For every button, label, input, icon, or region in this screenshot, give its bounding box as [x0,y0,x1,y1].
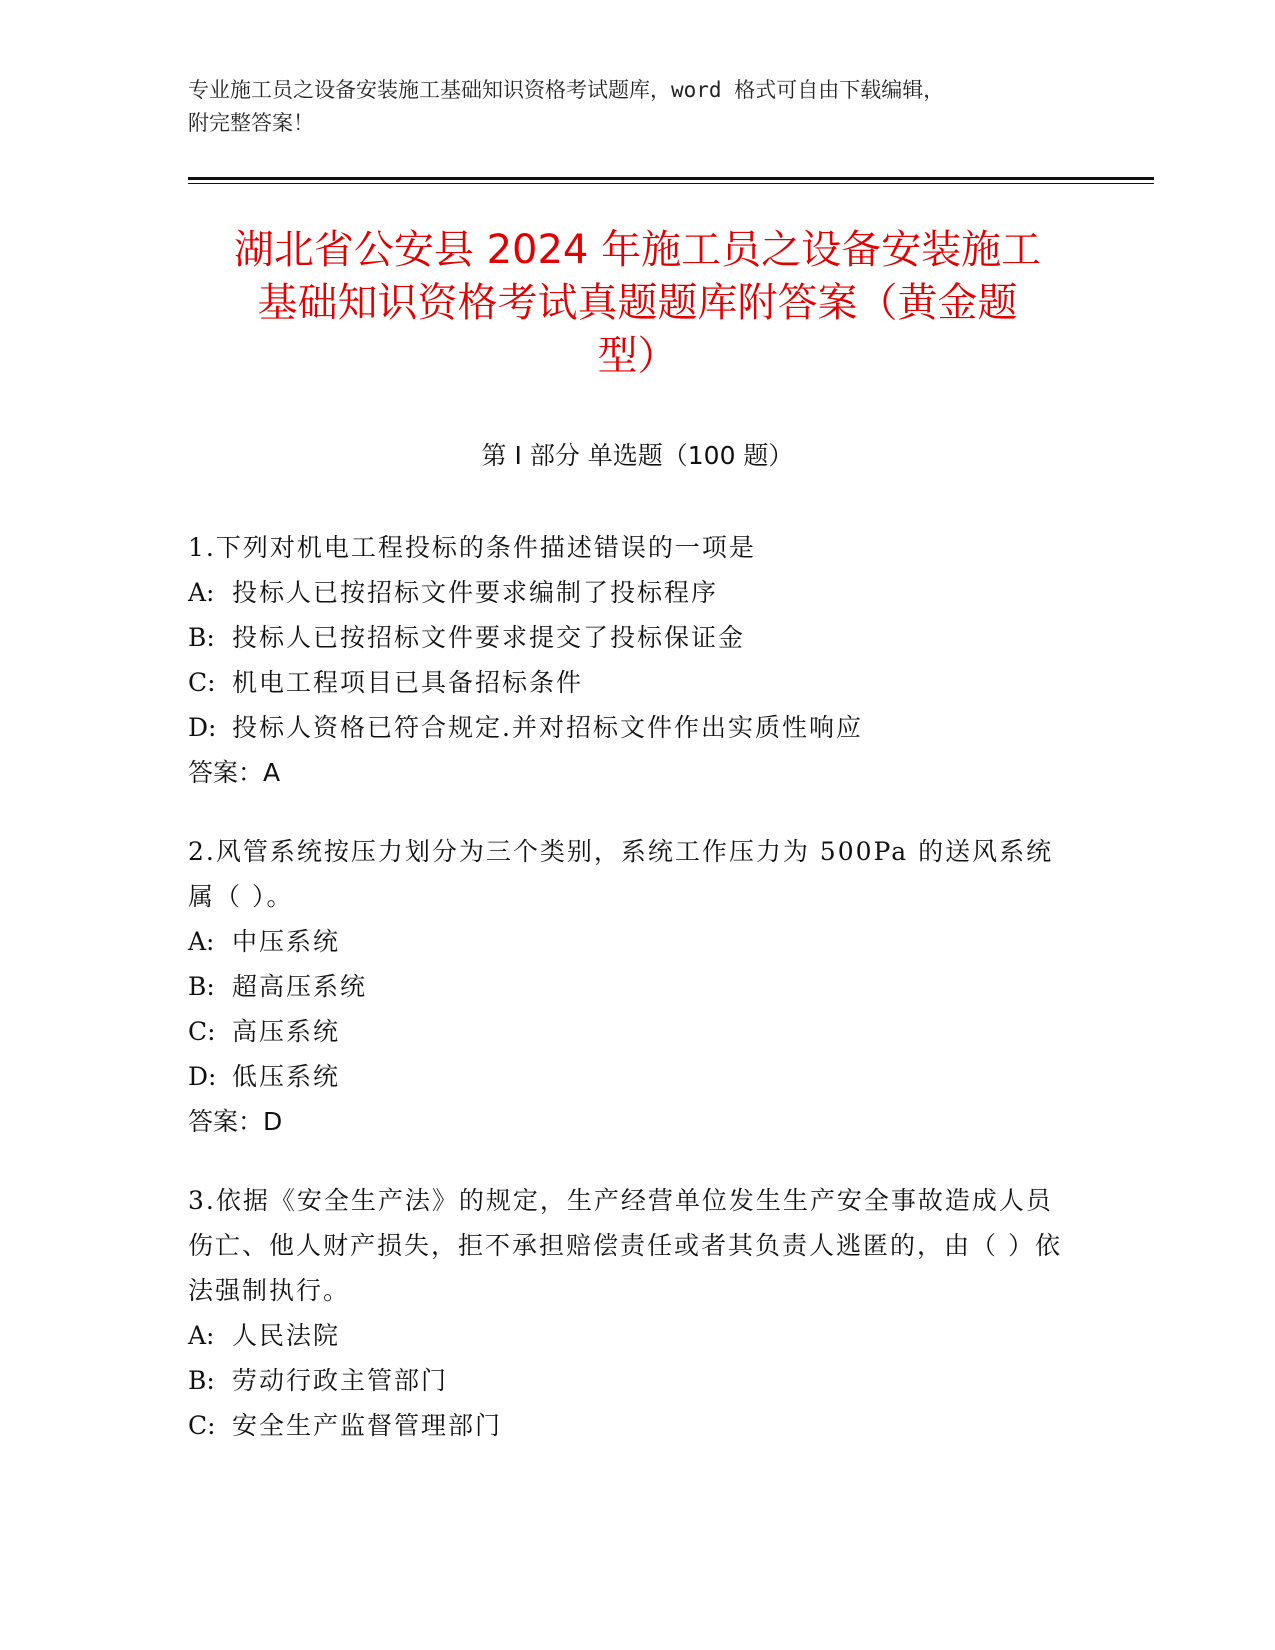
option-text: 投标人已按招标文件要求编制了投标程序 [232,578,719,607]
answer-option [188,1403,1068,1448]
question-stem: 2.风管系统按压力划分为三个类别，系统工作压力为 500Pa 的送风系统属（ ）。 [188,837,1054,911]
option-text: 中压系统 [232,927,341,956]
option-text: 安全生产监督管理部门 [232,1411,503,1440]
option-key: C: [188,1017,216,1046]
answer-option [188,1358,1068,1403]
option-key: A: [188,1321,215,1350]
option-key: A: [188,927,215,956]
header-note [188,74,1088,140]
option-key: C: [188,668,216,697]
document-title [175,224,1100,383]
answer-key: 答案：A [188,758,281,787]
answer-option [188,660,1068,705]
answer-option [188,1313,1068,1358]
answer-key: 答案：D [188,1107,283,1136]
question-list [188,525,1068,1482]
option-key: B: [188,972,215,1001]
option-key: B: [188,623,215,652]
option-text: 高压系统 [232,1017,341,1046]
answer-option [188,615,1068,660]
option-key: B: [188,1366,215,1395]
header-note-line-1: 专业施工员之设备安装施工基础知识资格考试题库，word 格式可自由下载编辑， [188,78,945,102]
answer-option [188,919,1068,964]
option-key: A: [188,578,215,607]
question-item [188,1178,1068,1448]
answer-option [188,1054,1068,1099]
answer-option [188,1009,1068,1054]
answer-option [188,705,1068,750]
option-text: 投标人已按招标文件要求提交了投标保证金 [232,623,746,652]
section-title: 第 I 部分 单选题（100 题） [481,441,794,470]
question-stem: 1.下列对机电工程投标的条件描述错误的一项是 [188,533,756,562]
option-key: C: [188,1411,216,1440]
document-title-line-3: 型） [597,333,678,379]
option-text: 超高压系统 [232,972,368,1001]
document-title-line-1: 湖北省公安县 2024 年施工员之设备安装施工 [233,227,1042,273]
header-note-line-2: 附完整答案！ [188,111,314,135]
header-divider-thick [188,177,1154,180]
answer-option [188,964,1068,1009]
option-text: 投标人资格已符合规定.并对招标文件作出实质性响应 [232,713,863,742]
question-item [188,829,1068,1144]
answer-option [188,570,1068,615]
header-divider-thin [188,183,1154,184]
option-key: D: [188,713,217,742]
option-key: D: [188,1062,217,1091]
option-text: 低压系统 [232,1062,341,1091]
question-item [188,525,1068,795]
option-text: 机电工程项目已具备招标条件 [232,668,584,697]
question-stem: 3.依据《安全生产法》的规定，生产经营单位发生生产安全事故造成人员伤亡、他人财产损失，拒不承担赔偿责任或者其负责人逃匿的，由（ ）依法强制执行。 [188,1186,1062,1305]
document-title-line-2: 基础知识资格考试真题题库附答案（黄金题 [257,280,1018,326]
option-text: 人民法院 [232,1321,341,1350]
option-text: 劳动行政主管部门 [232,1366,449,1395]
